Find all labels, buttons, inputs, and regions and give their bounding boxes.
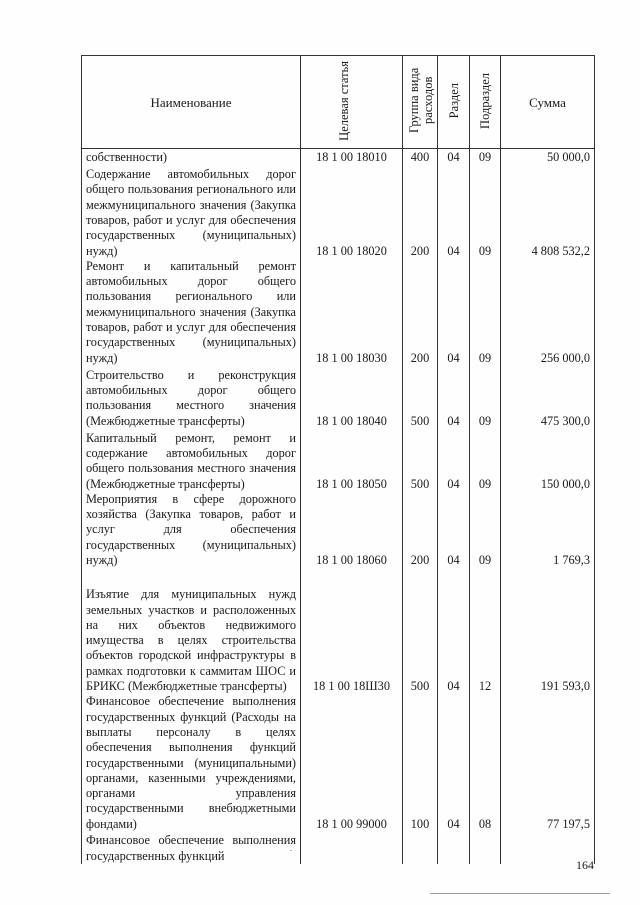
row-target-article: 18 1 00 99000 <box>301 694 403 832</box>
row-subsection: 09 <box>470 366 501 429</box>
header-target-article: Целевая статья <box>301 56 403 149</box>
row-sum: 475 300,0 <box>501 366 595 429</box>
page-number: 164 <box>576 858 594 872</box>
row-sum: 77 197,5 <box>501 694 595 832</box>
table-row <box>82 492 595 568</box>
row-name: Ремонт и капитальный ремонт автомобильных дорог общего пользования регионального или межмуниципального значения (Закупка товаров, работ и услуг для обеспечения государственных (муниципальных) нужд) <box>82 259 301 366</box>
header-subsection: Подраздел <box>470 56 501 149</box>
header-sum: Сумма <box>501 56 595 149</box>
row-section <box>438 832 470 864</box>
row-target-article: 18 1 00 18010 <box>301 149 403 165</box>
row-subsection: 12 <box>470 568 501 694</box>
row-expense-group: 500 <box>403 568 438 694</box>
row-section: 04 <box>438 366 470 429</box>
row-target-article: 18 1 00 18020 <box>301 165 403 259</box>
row-section: 04 <box>438 149 470 165</box>
table-row <box>82 165 595 259</box>
row-name: Содержание автомобильных дорог общего пользования регионального или межмуниципального значения (Закупка товаров, работ и услуг для обеспечения государственных (муниципальных) нужд) <box>82 165 301 259</box>
row-subsection <box>470 832 501 864</box>
row-section: 04 <box>438 429 470 492</box>
row-section: 04 <box>438 694 470 832</box>
row-sum: 150 000,0 <box>501 429 595 492</box>
row-target-article: 18 1 00 18030 <box>301 259 403 366</box>
row-expense-group: 200 <box>403 492 438 568</box>
row-sum: 191 593,0 <box>501 568 595 694</box>
row-name: Строительство и реконструкция автомобильных дорог общего пользования местного значения (Межбюджетные трансферты) <box>82 366 301 429</box>
table-row <box>82 259 595 366</box>
row-expense-group: 500 <box>403 366 438 429</box>
table-row <box>82 366 595 429</box>
scan-edge-line <box>430 893 610 894</box>
row-target-article: 18 1 00 18050 <box>301 429 403 492</box>
row-expense-group: 100 <box>403 694 438 832</box>
row-expense-group <box>403 832 438 864</box>
table-header-row <box>82 56 595 149</box>
row-expense-group: 200 <box>403 165 438 259</box>
row-name: Финансовое обеспечение выполнения государственных функций (Расходы на выплаты персоналу в целях обеспечения выполнения функций государственными (муниципальными) органами, казенными учреждениями, органами управления государственными внебюджетными фондами) <box>82 694 301 832</box>
row-sum: 50 000,0 <box>501 149 595 165</box>
table-row <box>82 149 595 165</box>
row-target-article: 18 1 00 18Ш30 <box>301 568 403 694</box>
header-section: Раздел <box>438 56 470 149</box>
row-subsection: 09 <box>470 259 501 366</box>
row-sum: 4 808 532,2 <box>501 165 595 259</box>
budget-table <box>81 55 595 864</box>
row-name: Капитальный ремонт, ремонт и содержание автомобильных дорог общего пользования местного значения (Межбюджетные трансферты) <box>82 429 301 492</box>
table-row <box>82 568 595 694</box>
table-row <box>82 694 595 832</box>
row-subsection: 09 <box>470 492 501 568</box>
table-row <box>82 832 595 864</box>
row-section: 04 <box>438 492 470 568</box>
row-subsection: 08 <box>470 694 501 832</box>
row-section: 04 <box>438 259 470 366</box>
row-expense-group: 500 <box>403 429 438 492</box>
row-section: 04 <box>438 165 470 259</box>
header-name: Наименование <box>82 56 301 149</box>
row-target-article <box>301 832 403 864</box>
scan-artifact <box>290 850 292 851</box>
row-name: Финансовое обеспечение выполнения государственных функций <box>82 832 301 864</box>
row-section: 04 <box>438 568 470 694</box>
row-name: Мероприятия в сфере дорожного хозяйства (Закупка товаров, работ и услуг для обеспечения государственных (муниципальных) нужд) <box>82 492 301 568</box>
table-row <box>82 429 595 492</box>
row-expense-group: 400 <box>403 149 438 165</box>
row-expense-group: 200 <box>403 259 438 366</box>
row-target-article: 18 1 00 18040 <box>301 366 403 429</box>
row-subsection: 09 <box>470 149 501 165</box>
row-name: собственности) <box>82 149 301 165</box>
row-name: Изъятие для муниципальных нужд земельных участков и расположенных на них объектов недвижимого имущества в целях строительства объектов городской инфраструктуры в рамках подготовки к саммитам ШОС и БРИКС (Межбюджетные трансферты) <box>82 568 301 694</box>
row-sum: 256 000,0 <box>501 259 595 366</box>
row-sum: 1 769,3 <box>501 492 595 568</box>
header-expense-group: Группа вида расходов <box>403 56 438 149</box>
row-target-article: 18 1 00 18060 <box>301 492 403 568</box>
row-subsection: 09 <box>470 429 501 492</box>
row-subsection: 09 <box>470 165 501 259</box>
